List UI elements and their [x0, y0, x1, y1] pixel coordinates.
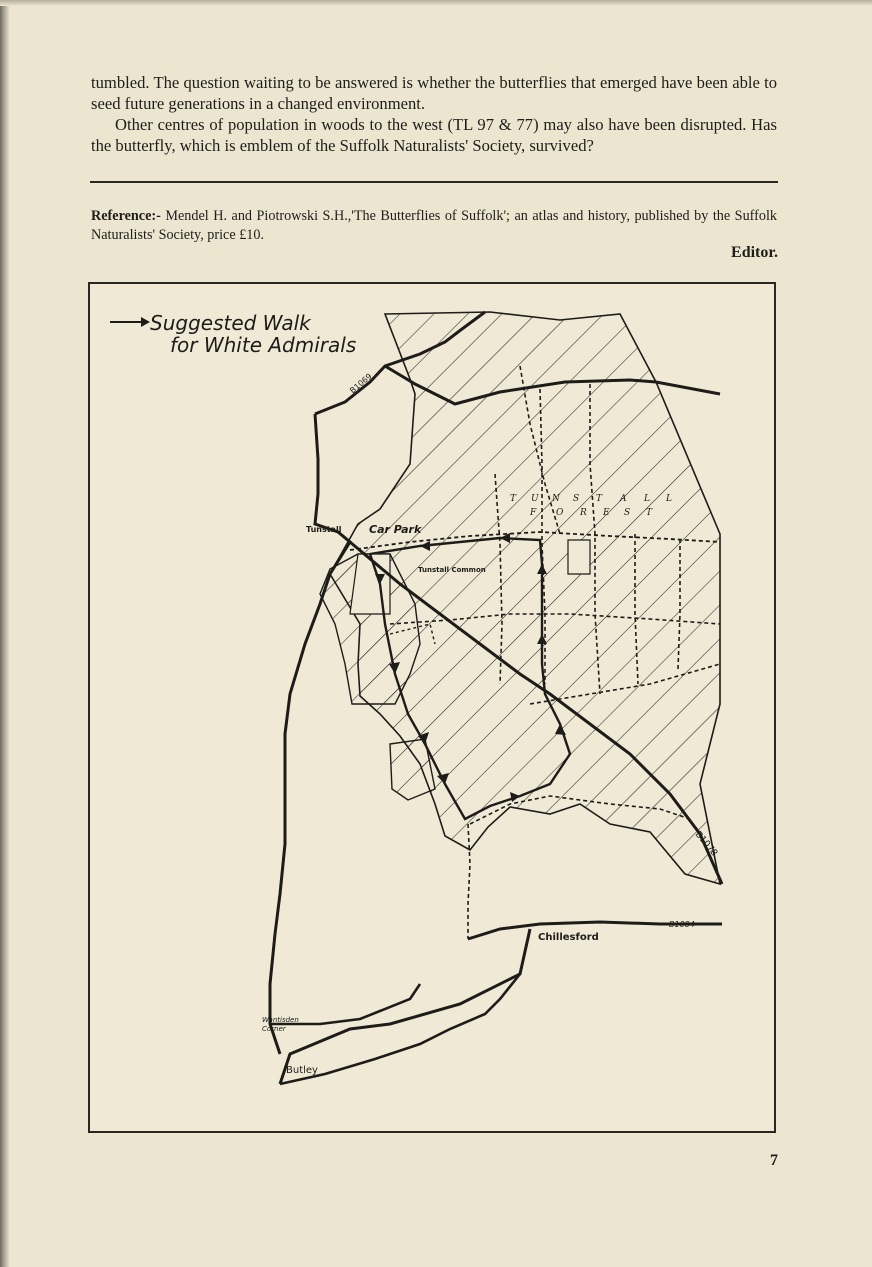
label-tunstall: Tunstall: [306, 525, 342, 534]
label-butley: Butley: [286, 1065, 318, 1076]
section-divider: [90, 181, 778, 183]
forest-label-letter: R: [580, 508, 587, 518]
forest-label-letter: L: [644, 494, 650, 504]
forest-label-letter: T: [646, 508, 653, 518]
article-paragraph-1: tumbled. The question waiting to be answered is whether the butterflies that emerged have been able to seed future generations in a changed environment.: [91, 73, 777, 113]
label-wantisden-corner: Wantisden Corner: [262, 1016, 299, 1033]
article-paragraph-2: Other centres of population in woods to the west (TL 97 & 77) may also have been disrupted. Has the butterfly, which is emblem of the Suffolk Naturalists' Society, survived?: [91, 115, 777, 155]
page-top-edge: [0, 0, 872, 6]
forest-label-letter: S: [624, 508, 631, 518]
forest-label-letter: A: [620, 494, 627, 504]
page-binding-edge: [0, 0, 10, 1267]
forest-label-letter: N: [552, 494, 560, 504]
label-tunstall-common: Tunstall Common: [418, 566, 486, 574]
map-title-line-2: for White Admirals: [170, 333, 357, 357]
forest-label-letter: F: [530, 508, 537, 518]
reference-label: Reference:-: [91, 208, 161, 224]
label-chillesford: Chillesford: [538, 932, 599, 943]
clearing-centre: [568, 540, 590, 574]
map-title-line-1: Suggested Walk: [150, 311, 311, 335]
title-arrow-icon: [110, 321, 148, 323]
label-road-b1084: B1084: [669, 920, 695, 929]
label-road-b1069: B1069: [348, 371, 374, 396]
forest-label-letter: U: [531, 494, 539, 504]
editor-signature: Editor.: [731, 244, 778, 261]
label-car-park: Car Park: [369, 523, 422, 536]
forest-label-letter: O: [556, 508, 564, 518]
road-western-boundary: [270, 414, 350, 1054]
map-title: [150, 312, 410, 356]
forest-label-letter: T: [510, 494, 517, 504]
reference-note: [91, 207, 777, 245]
forest-label-letter: L: [666, 494, 672, 504]
forest-label-letter: E: [603, 508, 610, 518]
forest-label-letter: S: [573, 494, 580, 504]
reference-text: Mendel H. and Piotrowski S.H.,'The Butterflies of Suffolk'; an atlas and history, published by the Suffolk Naturalists' Society, price £10.: [91, 208, 777, 243]
forest-label-letter: T: [596, 494, 603, 504]
label-road-b1078: B1078: [692, 829, 720, 859]
page-number: 7: [770, 1152, 778, 1169]
walk-map: [88, 282, 776, 1133]
map-drawing: [90, 284, 774, 1131]
